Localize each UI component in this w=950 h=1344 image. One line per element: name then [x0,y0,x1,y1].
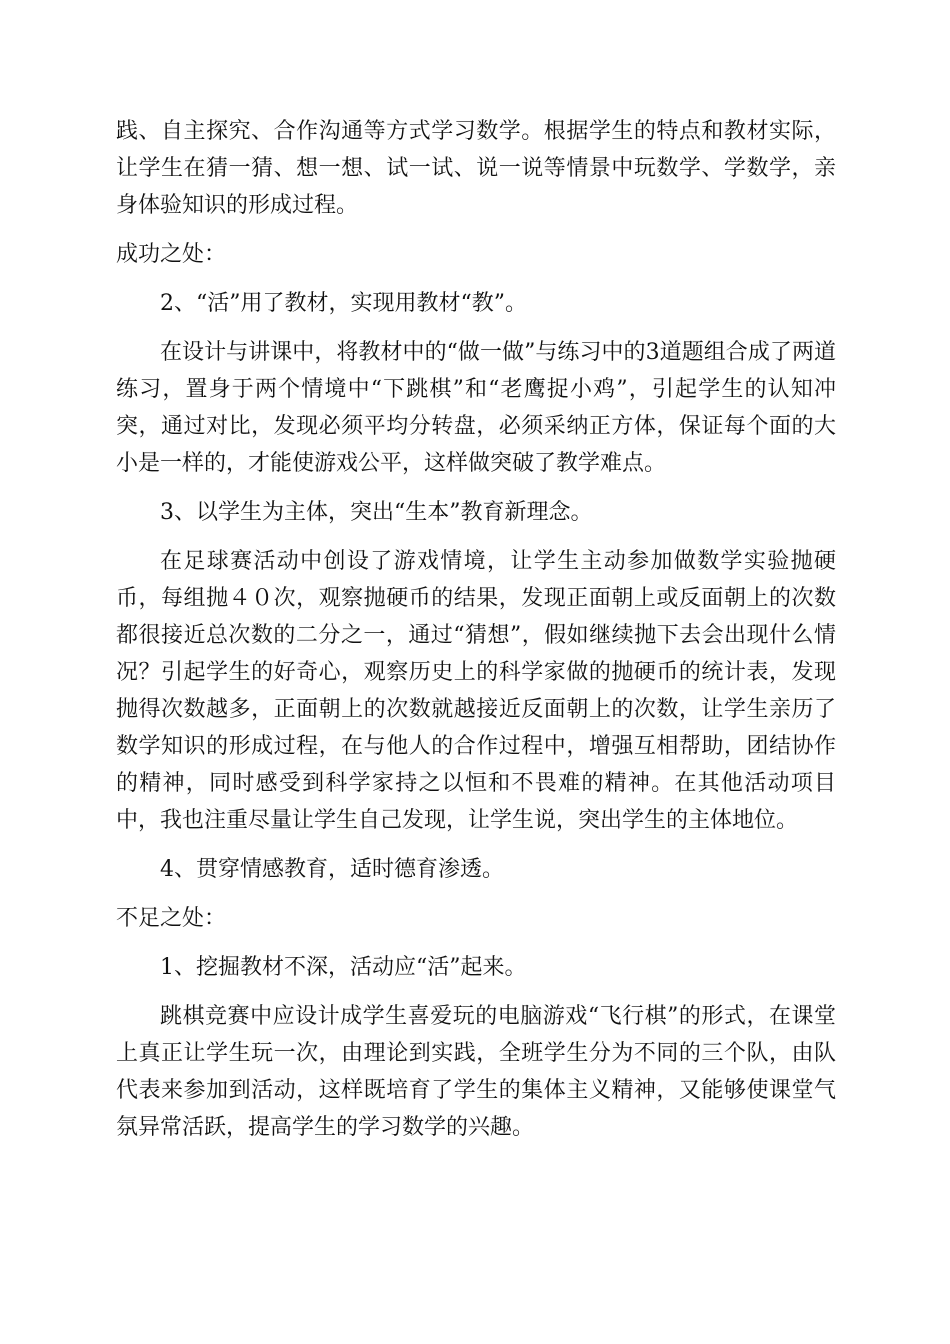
success-item-2-paragraph: 在设计与讲课中，将教材中的“做一做”与练习中的3道题组合成了两道练习，置身于两个情境中“下跳棋”和“老鹰捉小鸡”，引起学生的认知冲突，通过对比，发现必须平均分转盘，必须采纳正方体，保证每个面的大小是一样的，才能使游戏公平，这样做突破了教学难点。 [116,340,836,476]
shortcoming-heading: 不足之处： [116,906,227,931]
success-item-3-title: 3、以学生为主体，突出“生本”教育新理念。 [160,500,593,525]
intro-paragraph: 践、自主探究、合作沟通等方式学习数学。根据学生的特点和教材实际，让学生在猜一猜、想一想、试一试、说一说等情景中玩数学、学数学，亲身体验知识的形成过程。 [116,119,836,218]
shortcoming-item-1-paragraph: 跳棋竞赛中应设计成学生喜爱玩的电脑游戏“飞行棋”的形式，在课堂上真正让学生玩一次，由理论到实践，全班学生分为不同的三个队，由队代表来参加到活动，这样既培育了学生的集体主义精神，又能够使课堂气氛异常活跃，提高学生的学习数学的兴趣。 [116,1004,836,1140]
success-item-4-title: 4、贯穿情感教育，适时德育渗透。 [160,857,504,882]
success-item-2-title: 2、“活”用了教材，实现用教材“教”。 [160,291,527,316]
document-body [116,113,836,1158]
shortcoming-item-1-title: 1、挖掘教材不深，活动应“活”起来。 [160,955,527,980]
success-heading: 成功之处： [116,242,227,267]
success-item-3-paragraph: 在足球赛活动中创设了游戏情境，让学生主动参加做数学实验抛硬币，每组抛４０次，观察抛硬币的结果，发现正面朝上或反面朝上的次数都很接近总次数的二分之一，通过“猜想”，假如继续抛下去会出现什么情况？引起学生的好奇心，观察历史上的科学家做的抛硬币的统计表，发现抛得次数越多，正面朝上的次数就越接近反面朝上的次数，让学生亲历了数学知识的形成过程，在与他人的合作过程中，增强互相帮助，团结协作的精神，同时感受到科学家持之以恒和不畏难的精神。在其他活动项目中，我也注重尽量让学生自己发现，让学生说，突出学生的主体地位。 [116,549,836,833]
